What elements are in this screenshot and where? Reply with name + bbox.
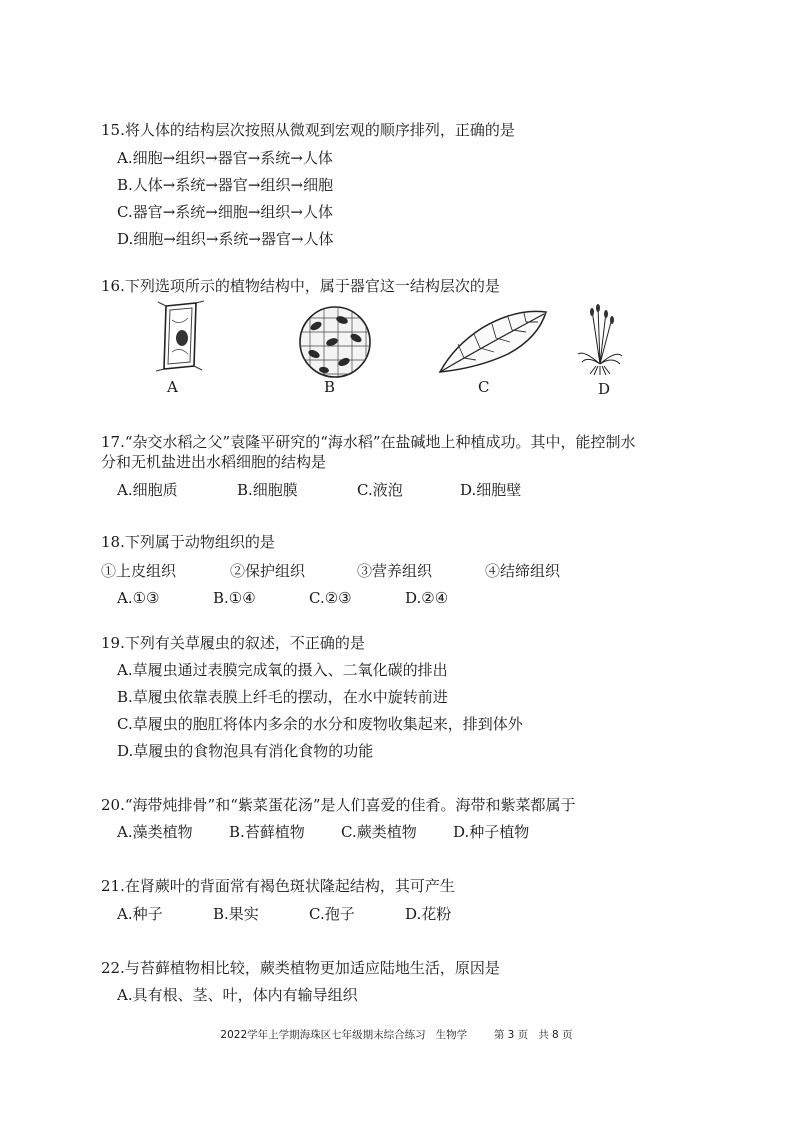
leaf-tissue-figure [296,304,374,380]
q22-stem: 22.与苔藓植物相比较，蕨类植物更加适应陆地生活，原因是 [101,959,500,977]
q15-option-b: B.人体→系统→器官→组织→细胞 [117,176,334,194]
q15-option-c: C.器官→系统→细胞→组织→人体 [117,203,333,221]
q18-item-3: ③营养组织 [357,562,433,580]
q19-option-a: A.草履虫通过表膜完成氧的摄入、二氧化碳的排出 [117,661,448,679]
q20-option-c: C.蕨类植物 [341,823,417,841]
figure-label-b: B [324,378,336,396]
q20-option-a: A.藻类植物 [117,823,193,841]
q18-option-b: B.①④ [213,589,256,607]
q21-option-c: C.孢子 [309,905,355,923]
q21-options-row [0,904,793,924]
q17-options-row [0,480,793,500]
q18-options-row [0,588,793,608]
q18-option-d: D.②④ [405,589,449,607]
q17-option-c: C.液泡 [357,481,403,499]
q19-option-b: B.草履虫依靠表膜上纤毛的摆动，在水中旋转前进 [117,688,448,706]
q18-option-a: A.①③ [117,589,160,607]
q21-stem: 21.在肾蕨叶的背面常有褐色斑状隆起结构，其可产生 [101,877,455,895]
q19-option-d: D.草履虫的食物泡具有消化食物的功能 [117,742,374,760]
q18-items-row [0,561,793,581]
figure-label-d: D [598,380,611,398]
q17-stem-line2: 分和无机盐进出水稻细胞的结构是 [101,453,327,471]
q17-option-a: A.细胞质 [117,481,178,499]
q18-item-4: ④结缔组织 [485,562,561,580]
page-footer: 2022学年上学期海珠区七年级期末综合练习 生物学 第 3 页 共 8 页 [220,1029,573,1041]
q15-stem: 15.将人体的结构层次按照从微观到宏观的顺序排列，正确的是 [101,121,515,139]
q17-stem-line1: 17.“杂交水稻之父”袁隆平研究的“海水稻”在盐碱地上种植成功。其中，能控制水 [101,433,636,451]
q20-option-b: B.苔藓植物 [229,823,305,841]
q21-option-d: D.花粉 [405,905,452,923]
q15-option-d: D.细胞→组织→系统→器官→人体 [117,230,334,248]
leaf-figure [434,308,550,376]
q18-option-c: C.②③ [309,589,352,607]
q16-stem: 16.下列选项所示的植物结构中，属于器官这一结构层次的是 [101,277,500,295]
q20-options-row [0,822,793,842]
q20-stem: 20.“海带炖排骨”和“紫菜蛋花汤”是人们喜爱的佳肴。海带和紫菜都属于 [101,796,576,814]
plant-cell-figure [152,300,207,372]
q17-option-d: D.细胞壁 [460,481,522,499]
q21-option-b: B.果实 [213,905,259,923]
q22-option-a: A.具有根、茎、叶，体内有输导组织 [117,986,358,1004]
q19-stem: 19.下列有关草履虫的叙述，不正确的是 [101,634,365,652]
q15-option-a: A.细胞→组织→器官→系统→人体 [117,149,333,167]
figure-label-a: A [167,378,178,396]
figure-label-c: C [478,378,490,396]
q17-option-b: B.细胞膜 [237,481,298,499]
q21-option-a: A.种子 [117,905,163,923]
q20-option-d: D.种子植物 [453,823,530,841]
q19-option-c: C.草履虫的胞肛将体内多余的水分和废物收集起来，排到体外 [117,715,523,733]
q18-stem: 18.下列属于动物组织的是 [101,533,275,551]
q18-item-2: ②保护组织 [230,562,306,580]
q18-item-1: ①上皮组织 [101,562,177,580]
whole-plant-figure [574,302,626,376]
